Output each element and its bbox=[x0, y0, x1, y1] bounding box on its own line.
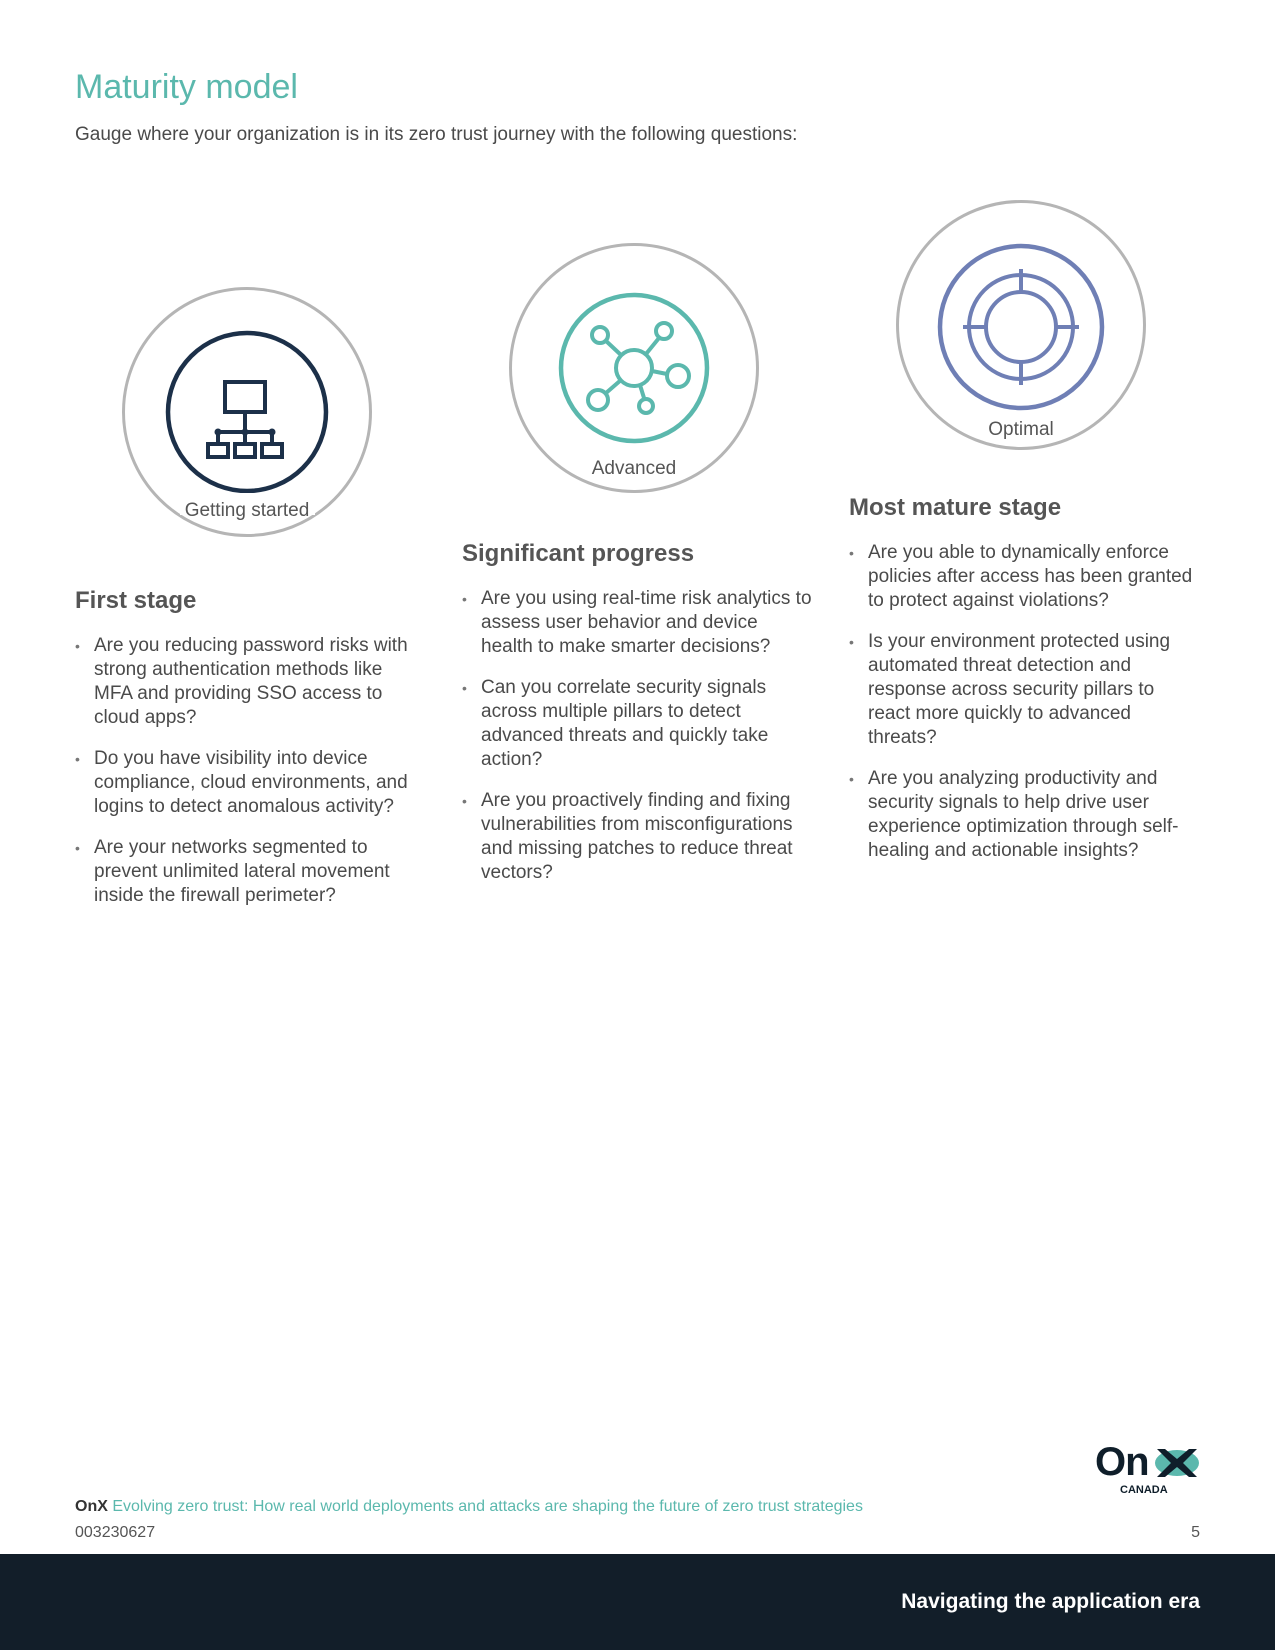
stage-badge-getting-started bbox=[122, 287, 372, 537]
document-code: 003230627 bbox=[75, 1524, 156, 1541]
page-title: Maturity model bbox=[75, 68, 298, 106]
footer-brand: OnX bbox=[75, 1498, 108, 1515]
list-item: • Are you proactively finding and fixing vulnerabilities from misconfigurations and missing patches to reduce threat vectors? bbox=[462, 789, 812, 885]
list-item: • Can you correlate security signals across multiple pillars to detect advanced threats and quickly take action? bbox=[462, 676, 812, 772]
question-list bbox=[849, 541, 1199, 880]
badge-label: Getting started bbox=[184, 500, 310, 521]
stage-badge-advanced bbox=[509, 243, 759, 493]
logo-x-mark-icon bbox=[1151, 1446, 1203, 1480]
stage-title: Most mature stage bbox=[849, 494, 1062, 521]
page-number: 5 bbox=[1191, 1524, 1200, 1541]
stage-badge-optimal bbox=[896, 200, 1146, 450]
badge-label: Optimal bbox=[988, 419, 1054, 440]
list-item: • Are your networks segmented to prevent unlimited lateral movement inside the firewall perimeter? bbox=[75, 836, 425, 908]
stage-title: First stage bbox=[75, 587, 197, 614]
badge-label: Advanced bbox=[591, 458, 677, 479]
list-item: • Do you have visibility into device compliance, cloud environments, and logins to detect anomalous activity? bbox=[75, 747, 425, 819]
logo-text: On bbox=[1095, 1440, 1149, 1484]
footer-doc-title: Evolving zero trust: How real world deployments and attacks are shaping the future of zero trust strategies bbox=[112, 1498, 863, 1515]
intro-text: Gauge where your organization is in its zero trust journey with the following questions: bbox=[75, 124, 798, 145]
list-item: • Are you analyzing productivity and security signals to help drive user experience optimization through self-healing and actionable insights? bbox=[849, 767, 1199, 863]
question-list bbox=[75, 634, 425, 925]
list-item: • Are you reducing password risks with strong authentication methods like MFA and providing SSO access to cloud apps? bbox=[75, 634, 425, 730]
list-item: • Are you using real-time risk analytics to assess user behavior and device health to make smarter decisions? bbox=[462, 587, 812, 659]
banner-text: Navigating the application era bbox=[901, 1590, 1200, 1613]
list-item: • Are you able to dynamically enforce policies after access has been granted to protect against violations? bbox=[849, 541, 1199, 613]
target-crosshair-icon bbox=[899, 203, 1149, 453]
list-item: • Is your environment protected using automated threat detection and response across security pillars to react more quickly to advanced threats? bbox=[849, 630, 1199, 750]
stage-title: Significant progress bbox=[462, 540, 695, 567]
footer-document-title bbox=[75, 1498, 863, 1516]
question-list bbox=[462, 587, 812, 902]
onx-canada-logo bbox=[1095, 1440, 1205, 1495]
bottom-banner bbox=[0, 1554, 1275, 1650]
logo-subtitle: CANADA bbox=[1120, 1484, 1168, 1496]
